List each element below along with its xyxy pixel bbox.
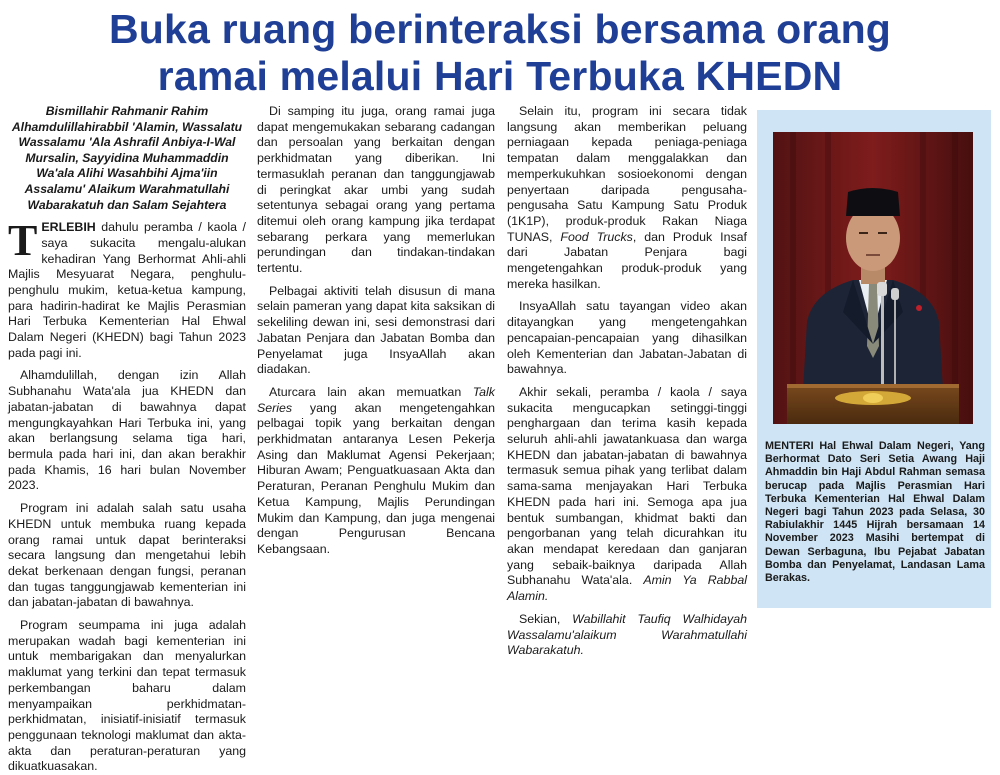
- speaker-photo: [773, 132, 973, 424]
- article-paragraph-11: [507, 612, 747, 659]
- paragraph-7-text-a: Aturcara lain akan memuatkan: [269, 384, 473, 399]
- paragraph-8-text-b: , dan Produk Insaf dari Jabatan Penjara bagi mengetengahkan produk-produk yang mereka hasilkan.: [507, 229, 747, 291]
- speaker-at-podium-icon: [773, 132, 973, 424]
- lead-word: ERLEBIH: [41, 220, 96, 235]
- photo-sidebar: [757, 110, 991, 608]
- article-column-3: [507, 104, 747, 658]
- article-paragraph-10: [507, 385, 747, 605]
- paragraph-10-text: Akhir sekali, peramba / kaola / saya sukacita mengucapkan setinggi-tinggi penghargaan dan terima kasih kepada seluruh ahli-ahli jawatankuasa dan warga KHEDN dan jabatan-jabatan di bawahnya termasuk semua pihak yang terlibat dalam sama-sama menjayakan Hari Terbuka KHEDN pada hari ini. Semoga apa jua bentuk sumbangan, khidmat bakti dan pengorbanan yang telah dicurahkan itu akan mendapat keredaan dan ganjaran yang sebaik-baiknya daripada Allah Subhanahu Wata'ala.: [507, 384, 747, 588]
- article-column-1: [8, 104, 246, 774]
- article-paragraph-2: Alhamdulillah, dengan izin Allah Subhanahu Wata'ala jua KHEDN dan jabatan-jabatan di bawahnya dapat mengungkayahkan Hari Terbuka ini, yang akan berlangsung selama tiga hari, bermula pada hari ini, dan akan berakhir pada Khamis, 16 hari bulan November 2023.: [8, 368, 246, 493]
- paragraph-1-text: dahulu peramba / kaola / saya sukacita mengalu-alukan kehadiran Yang Berhormat Ahli-ahli Majlis Mesyuarat Negara, penghulu-penghulu mukim, ketua-ketua kampung, para hadirin-hadirat ke Majlis Perasmian Hari Terbuka Kementerian Hal Ehwal Dalam Negeri (KHEDN) bagi Tahun 2023 pada pagi ini.: [8, 220, 246, 360]
- headline-line-2: ramai melalui Hari Terbuka KHEDN: [157, 53, 843, 99]
- paragraph-8-text-a: Selain itu, program ini secara tidak langsung akan memberikan peluang perniagaan kepada peniaga-peniaga tempatan dalam menggalakkan dan memperkukuhkan sosioekonomi dengan penyertaan daripada pengusaha-pengusaha Satu Kampung Satu Produk (1K1P), produk-produk Rakan Niaga TUNAS,: [507, 104, 747, 244]
- article-paragraph-9: InsyaAllah satu tayangan video akan ditayangkan yang mengetengahkan pencapaian-pencapaian yang dihasilkan oleh Kementerian dan Jabatan-Jabatan di bawahnya.: [507, 299, 747, 377]
- article-column-2: [257, 104, 495, 609]
- amin-phrase: Amin Ya Rabbal Alamin.: [507, 573, 747, 604]
- paragraph-7-text-b: yang akan mengetengahkan pelbagai topik yang berkaitan dengan perkhidmatan antaranya Lesen Pekerja Asing dan Maklumat Agensi Pekerjaan; Hiburan Awam; Penguatkuasaan Akta dan Peraturan, Peranan Penghulu Mukim dan Ketua Kampung, Majlis Perundingan Mukim dan Kampung, dan juga mengenai dengan Pengurusan Bencana Kebangsaan.: [257, 400, 495, 556]
- article-paragraph-3: Program ini adalah salah satu usaha KHEDN untuk membuka ruang kepada orang ramai untuk dapat berinteraksi secara langsung dan mengetahui lebih dekat berkenaan dengan fungsi, peranan dan tugas tanggungjawab kementerian ini dan jabatan-jabatan di bawahnya.: [8, 501, 246, 610]
- photo-caption: MENTERI Hal Ehwal Dalam Negeri, Yang Berhormat Dato Seri Setia Awang Haji Ahmaddin bin Haji Abdul Rahman semasa berucap pada Majlis Perasmian Hari Terbuka Kementerian Hal Ehwal Dalam Negeri bagi Tahun 2023 pada Selasa, 30 Rabiulakhir 1445 Hijrah bersamaan 14 November 2023 Masihi bertempat di Dewan Serbaguna, Ibu Pejabat Jabatan Bomba dan Penyelamat, Landasan Lama Berakas.: [765, 440, 985, 585]
- headline: [0, 6, 1000, 100]
- top-rule: [0, 0, 1000, 2]
- article-paragraph-6: Pelbagai aktiviti telah disusun di mana selain pameran yang dapat kita saksikan di sekeliling dewan ini, sesi demonstrasi dari Jabatan Penjara dan Jabatan Bomba dan Penyelamat juga InsyaAllah akan diadakan.: [257, 283, 495, 377]
- food-trucks-term: Food Trucks: [560, 229, 633, 244]
- article-paragraph-5: Di samping itu juga, orang ramai juga dapat mengemukakan sebarang cadangan dan persoalan yang berkaitan dengan perkhidmatan yang diberikan. Ini termasuklah peranan dan tanggungjawab di peringkat akar umbi yang sudah setentunya sebagai orang yang pertama ditemui oleh orang kampung jika terdapat sebarang perkara yang memerlukan perundingan dan tindakan-tindakan tertentu.: [257, 104, 495, 276]
- article-paragraph-7: [257, 385, 495, 558]
- greeting: Bismillahir Rahmanir Rahim Alhamdulillahirabbil 'Alamin, Wassalatu Wassalamu 'Ala Ashrafil Anbiya-I-Wal Mursalin, Sayyidina Muhammaddin Wa'ala Alihi Wasahbihi Ajma'iin Assalamu' Alaikum Warahmatullahi Wabarakatuh dan Salam Sejahtera: [11, 104, 243, 212]
- drop-cap: T: [8, 216, 38, 266]
- article-paragraph-1: [8, 216, 246, 361]
- article-paragraph-8: [507, 104, 747, 292]
- paragraph-11-text: Sekian,: [519, 611, 573, 626]
- closing-salutation: Wabillahit Taufiq Walhidayah Wassalamu'alaikum Warahmatullahi Wabarakatuh.: [507, 611, 747, 658]
- article-paragraph-4: Program seumpama ini juga adalah merupakan wadah bagi kementerian ini untuk membarigakan dan menyalurkan maklumat yang terkini dan tepat termasuk perkembangan baharu dalam menyampaikan perkhidmatan-perkhidmatan, inisiatif-inisiatif termasuk penggunaan teknologi maklumat dan akta-akta dan peraturan-peraturan yang dikuatkuasakan.: [8, 618, 246, 774]
- talk-series-term: Talk Series: [257, 384, 495, 415]
- headline-line-1: Buka ruang berinteraksi bersama orang: [108, 6, 892, 52]
